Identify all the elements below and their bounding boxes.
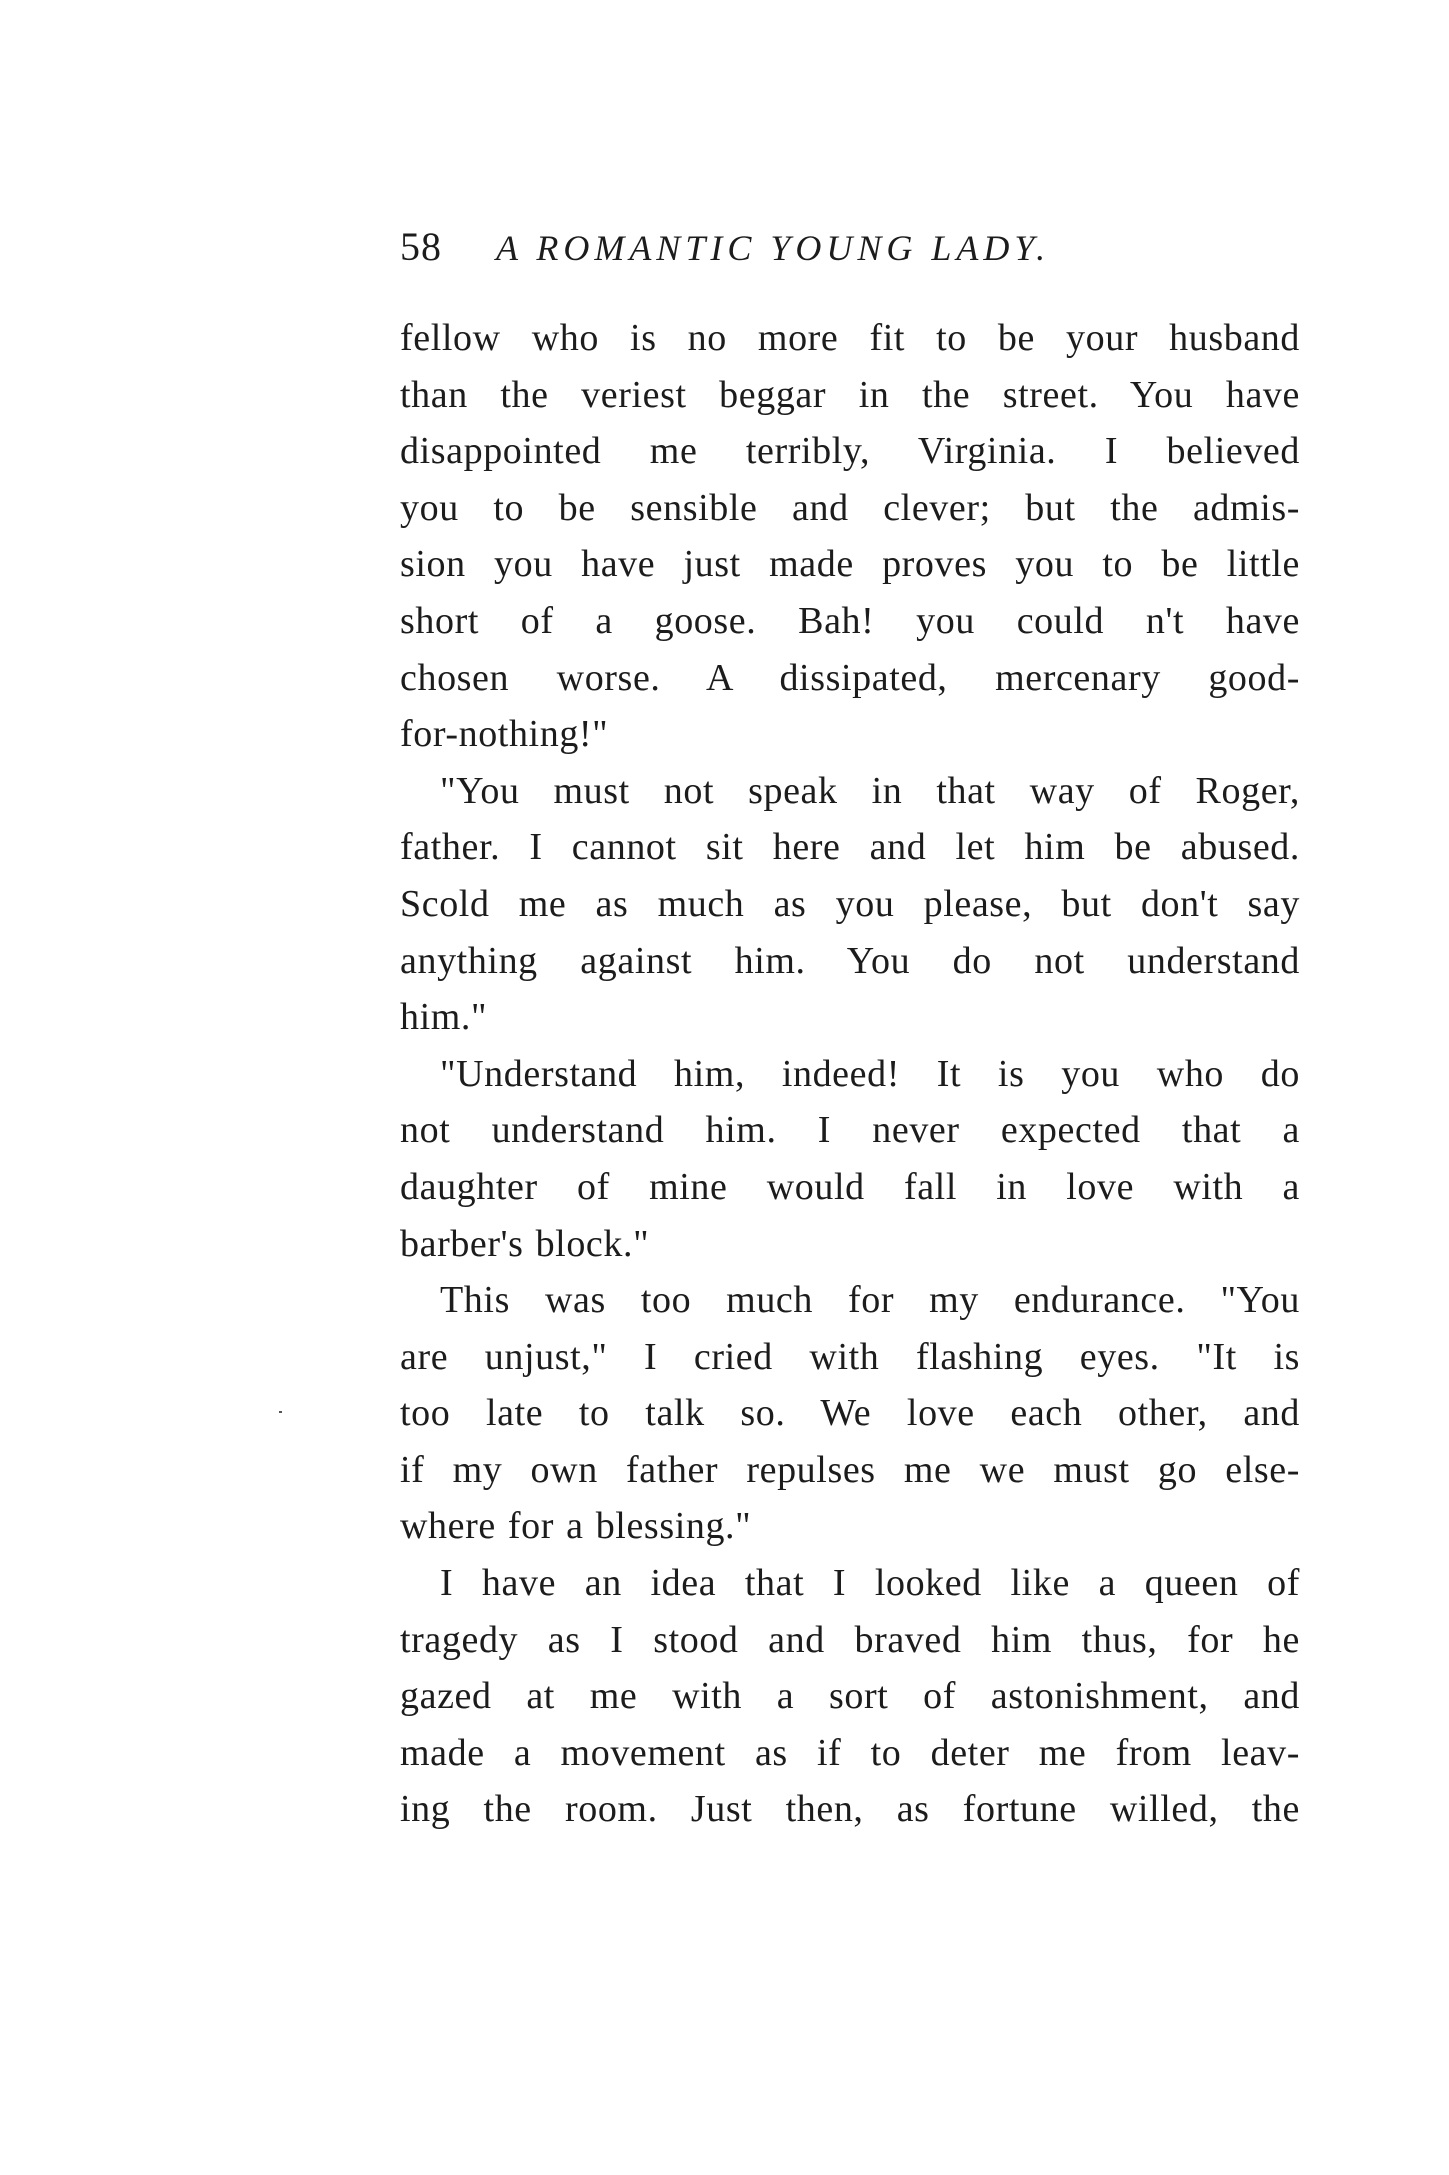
text-line: short of a goose. Bah! you could n't have: [400, 599, 1300, 642]
text-line: you to be sensible and clever; but the admis-: [400, 486, 1300, 529]
text-line: chosen worse. A dissipated, mercenary good-: [400, 656, 1300, 699]
text-line: barber's block.": [400, 1222, 650, 1265]
body-text: [400, 310, 1300, 1838]
text-line: him.": [400, 996, 488, 1039]
text-line: "Understand him, indeed! It is you who do: [440, 1052, 1300, 1095]
text-line: daughter of mine would fall in love with a: [400, 1165, 1300, 1208]
text-line: fellow who is no more fit to be your husband: [400, 317, 1300, 359]
text-line: too late to talk so. We love each other, and: [400, 1392, 1300, 1435]
running-title: A ROMANTIC YOUNG LADY.: [496, 228, 1051, 268]
text-line: tragedy as I stood and braved him thus, for he: [400, 1618, 1300, 1661]
text-line: for-nothing!": [400, 713, 609, 756]
text-line: ing the room. Just then, as fortune willed, the: [400, 1788, 1300, 1831]
text-line: anything against him. You do not understand: [400, 939, 1300, 982]
text-line: made a movement as if to deter me from leav-: [400, 1731, 1300, 1774]
text-line: sion you have just made proves you to be little: [400, 543, 1300, 586]
text-line: disappointed me terribly, Virginia. I believed: [400, 430, 1300, 473]
text-line: gazed at me with a sort of astonishment, and: [400, 1675, 1300, 1718]
text-line: "You must not speak in that way of Roger,: [440, 769, 1300, 812]
text-line: I have an idea that I looked like a queen of: [440, 1562, 1300, 1605]
text-line: than the veriest beggar in the street. You have: [400, 373, 1300, 416]
text-line: Scold me as much as you please, but don't say: [400, 882, 1300, 925]
text-line: father. I cannot sit here and let him be abused.: [400, 826, 1300, 869]
text-line: if my own father repulses me we must go else-: [400, 1448, 1300, 1491]
text-line: where for a blessing.": [400, 1505, 752, 1548]
running-head: [400, 222, 1300, 272]
text-line: not understand him. I never expected that a: [400, 1109, 1300, 1152]
page-number: 58: [400, 224, 442, 269]
margin-mark: [279, 1411, 282, 1413]
text-line: are unjust," I cried with flashing eyes. "It is: [400, 1335, 1300, 1378]
text-line: This was too much for my endurance. "You: [440, 1279, 1300, 1322]
